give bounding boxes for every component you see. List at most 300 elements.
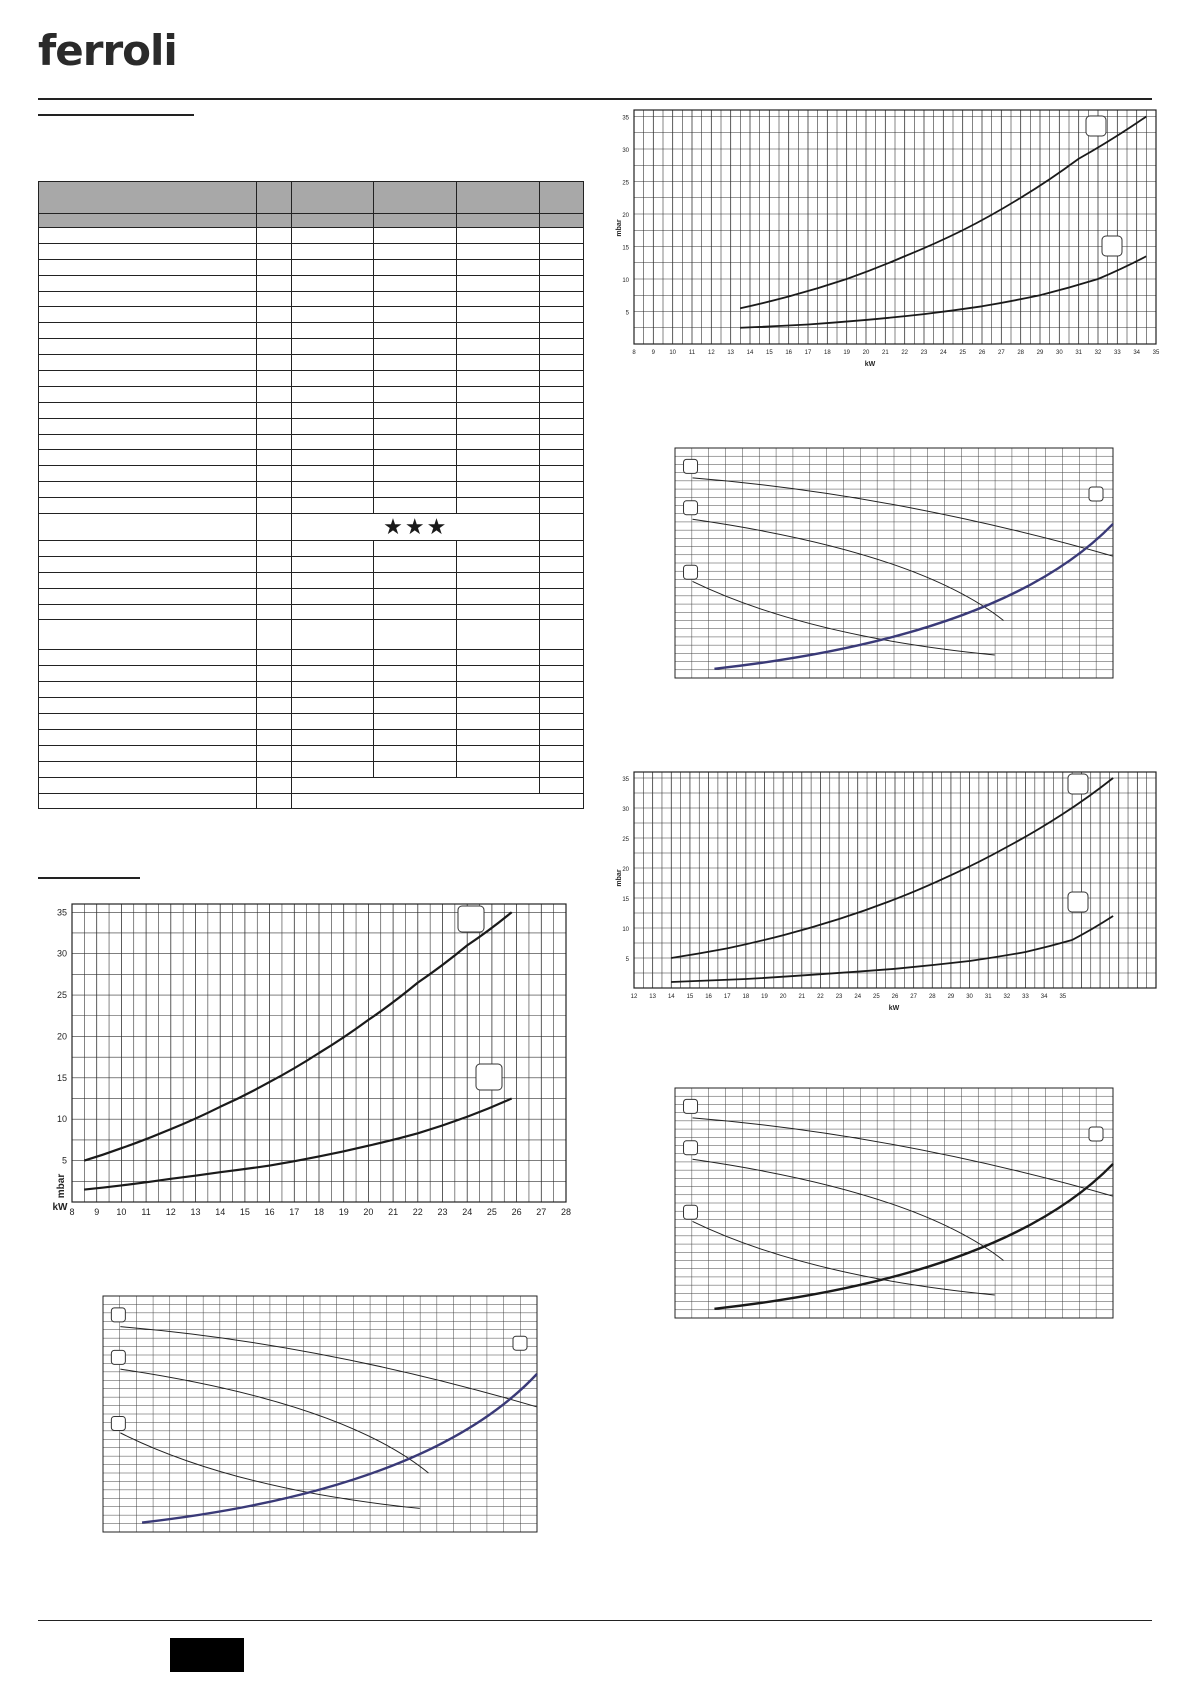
x-tick-label: 23 [835,994,843,1000]
x-tick-label: 13 [727,350,735,356]
table-cell [374,214,457,228]
table-cell [256,620,292,650]
x-tick-label: 19 [843,350,851,356]
table-cell [292,243,374,259]
table-cell [292,777,540,793]
table-cell [39,572,257,588]
x-tick-label: 26 [978,350,986,356]
x-tick-label: 17 [289,1207,300,1217]
table-cell [540,214,584,228]
table-cell [540,418,584,434]
x-tick-label: 14 [215,1207,226,1217]
table-row [39,243,584,259]
table-cell [540,620,584,650]
table-row [39,386,584,402]
x-tick-label: 15 [686,994,694,1000]
table-cell [39,650,257,666]
table-cell [540,777,584,793]
table-cell [256,698,292,714]
x-tick-label: 11 [141,1207,151,1217]
x-tick-label: 25 [959,350,967,356]
table-row [39,498,584,514]
table-cell [256,588,292,604]
y-tick-label: 5 [625,310,629,317]
pressure-loss-curve [142,1374,537,1523]
table-cell [292,761,374,777]
x-tick-label: 15 [765,350,773,356]
x-tick-label: 16 [264,1207,275,1217]
y-tick-label: 30 [622,148,629,154]
table-cell [540,588,584,604]
table-cell [39,514,257,541]
table-cell [540,355,584,371]
table-cell [540,371,584,387]
table-cell [39,182,257,214]
y-tick-label: 25 [56,990,67,1001]
table-cell [292,434,374,450]
y-tick-label: 15 [622,897,629,903]
table-cell [457,666,540,682]
x-tick-label: 28 [1017,350,1025,356]
table-cell [39,386,257,402]
table-row [39,682,584,698]
table-cell [256,386,292,402]
table-cell [292,729,374,745]
table-cell [457,745,540,761]
pump-speed-curve-1 [693,1118,1113,1196]
curve-callout [476,1064,502,1090]
table-cell [292,714,374,730]
table-cell [39,371,257,387]
table-cell [292,650,374,666]
curve-callout [684,1141,698,1155]
x-tick-label: 12 [630,994,638,1000]
table-cell [540,698,584,714]
table-cell [256,371,292,387]
table-cell [374,604,457,620]
table-cell [256,729,292,745]
pump-speed-curve-1 [120,1327,537,1407]
y-axis-label: mbar [616,869,623,887]
table-cell [457,450,540,466]
table-cell [540,714,584,730]
table-cell [540,482,584,498]
table-cell [292,793,584,809]
table-row [39,466,584,482]
table-row [39,418,584,434]
table-cell [540,243,584,259]
table-cell [256,182,292,214]
x-tick-label: 23 [437,1207,448,1217]
x-tick-label: 21 [881,350,889,356]
x-tick-label: 27 [910,994,917,1000]
table-cell [540,572,584,588]
table-cell [374,291,457,307]
table-cell [292,291,374,307]
table-cell [457,541,540,557]
table-cell [540,682,584,698]
table-cell [292,214,374,228]
table-cell [292,418,374,434]
x-tick-label: 35 [1059,994,1067,1000]
table-cell [39,541,257,557]
y-tick-label: 35 [56,907,67,918]
y-tick-label: 10 [622,278,629,284]
table-cell [457,761,540,777]
table-cell [39,275,257,291]
x-tick-label: 23 [920,350,928,356]
table-cell [457,243,540,259]
table-cell [540,434,584,450]
x-axis-label: kW [864,361,876,368]
table-cell [457,355,540,371]
table-cell [457,339,540,355]
table-cell [256,355,292,371]
x-tick-label: 27 [997,350,1005,356]
table-cell [39,418,257,434]
x-tick-label: 13 [190,1207,201,1217]
table-cell [457,620,540,650]
table-row [39,482,584,498]
table-cell [374,745,457,761]
curve-callout [1102,236,1122,256]
x-tick-label: 33 [1113,350,1121,356]
table-row [39,339,584,355]
energy-stars: ★★★ [292,514,540,541]
table-cell [292,556,374,572]
table-cell [292,355,374,371]
curve-callout [684,565,698,579]
x-tick-label: 11 [688,350,696,356]
y-tick-label: 30 [56,948,67,959]
table-cell [457,498,540,514]
x-tick-label: 32 [1094,350,1102,356]
y-tick-label: 35 [622,115,629,122]
table-cell [256,761,292,777]
brand-name: ferroli [38,26,177,75]
table-cell [256,228,292,244]
table-cell [374,682,457,698]
table-row [39,259,584,275]
table-cell [374,482,457,498]
table-cell [292,259,374,275]
table-cell [540,556,584,572]
table-cell [457,482,540,498]
x-tick-label: 16 [785,350,793,356]
pump-curve-chart-2 [672,442,1116,686]
x-tick-label: 19 [338,1207,349,1217]
x-tick-label: 22 [412,1207,423,1217]
y-tick-label: 20 [622,213,629,219]
table-row [39,307,584,323]
x-tick-label: 17 [723,994,731,1000]
table-row [39,572,584,588]
table-cell [457,698,540,714]
table-cell [256,418,292,434]
table-cell [256,323,292,339]
table-cell [457,604,540,620]
table-cell [374,402,457,418]
curve-callout [684,459,698,473]
table-cell [39,355,257,371]
x-tick-label: 18 [742,994,750,1000]
table-cell [292,307,374,323]
table-row [39,698,584,714]
x-tick-label: 10 [669,350,677,356]
pump-curve-chart-1 [100,1290,540,1540]
table-cell [39,323,257,339]
x-tick-label: 30 [1055,350,1063,356]
curve-callout [111,1350,125,1364]
table-cell [540,291,584,307]
table-cell [540,761,584,777]
table-cell [39,777,257,793]
x-tick-label: 24 [854,994,862,1000]
x-tick-label: 34 [1133,350,1141,356]
table-cell [292,666,374,682]
y-tick-label: 35 [622,777,629,783]
table-cell [39,698,257,714]
x-tick-label: 29 [947,994,955,1000]
table-cell [256,307,292,323]
table-cell [39,228,257,244]
x-tick-label: 20 [862,350,870,356]
table-row [39,450,584,466]
table-cell [39,761,257,777]
table-row [39,541,584,557]
table-cell [457,214,540,228]
section-heading-rule [38,877,140,879]
x-tick-label: 31 [984,994,992,1000]
table-cell [540,259,584,275]
series-line-2 [671,916,1113,982]
x-tick-label: 22 [817,994,824,1000]
table-cell [39,259,257,275]
table-cell [256,666,292,682]
table-cell [256,514,292,541]
x-tick-label: 25 [873,994,880,1000]
table-cell [39,498,257,514]
table-cell [374,228,457,244]
table-cell [292,572,374,588]
table-cell [292,604,374,620]
x-tick-label: 21 [388,1207,399,1217]
table-cell [457,323,540,339]
x-tick-label: 25 [486,1207,497,1217]
table-cell [457,556,540,572]
table-cell [292,466,374,482]
curve-callout [684,1205,698,1219]
x-tick-label: 22 [901,350,909,356]
x-tick-label: 28 [560,1207,572,1217]
table-cell [292,402,374,418]
table-row [39,402,584,418]
table-row [39,604,584,620]
table-cell [39,588,257,604]
table-cell [292,228,374,244]
y-tick-label: 15 [622,245,629,252]
x-tick-label: 24 [939,350,947,356]
table-row [39,793,584,809]
section-heading-rule [38,114,194,116]
x-tick-label: 35 [1152,350,1160,356]
table-cell [256,777,292,793]
y-tick-label: 25 [622,180,629,187]
y-tick-label: 20 [622,867,629,873]
table-row [39,761,584,777]
x-tick-label: 28 [928,994,936,1000]
table-cell [256,793,292,809]
x-tick-label: 30 [966,994,973,1000]
curve-callout [1068,774,1088,794]
table-cell [457,402,540,418]
table-cell [540,729,584,745]
table-cell [39,729,257,745]
x-tick-label: 13 [649,994,656,1000]
header-rule [38,98,1152,100]
x-tick-label: 12 [707,350,715,356]
spec-table [38,181,584,809]
table-cell [292,182,374,214]
table-row [39,650,584,666]
table-cell [540,275,584,291]
table-row [39,714,584,730]
table-cell [540,339,584,355]
table-cell [256,434,292,450]
curve-callout [1089,1127,1103,1141]
table-cell [457,228,540,244]
y-tick-label: 5 [625,957,629,963]
table-cell [374,541,457,557]
table-cell [540,450,584,466]
table-cell [457,650,540,666]
x-tick-label: 32 [1003,994,1011,1000]
table-cell [292,541,374,557]
table-cell [540,323,584,339]
table-cell [540,745,584,761]
table-cell [256,572,292,588]
x-tick-label: 18 [823,350,831,356]
table-cell [457,291,540,307]
series-line-2 [84,1099,511,1190]
table-row [39,666,584,682]
table-cell [39,307,257,323]
table-cell [256,275,292,291]
x-tick-label: 8 [69,1207,75,1217]
table-cell [256,682,292,698]
chart-pressure-kw-1 [38,896,572,1226]
footer-rule [38,1620,1152,1621]
table-cell [292,498,374,514]
table-cell [292,386,374,402]
x-tick-label: 21 [798,994,806,1000]
table-cell [292,323,374,339]
table-cell [374,714,457,730]
table-cell [39,434,257,450]
pressure-loss-curve [714,524,1113,669]
table-row [39,588,584,604]
table-cell [39,714,257,730]
table-cell [540,514,584,541]
table-cell [374,307,457,323]
table-cell [39,556,257,572]
page-number-box [170,1638,244,1672]
table-row [39,729,584,745]
table-cell [256,466,292,482]
table-cell [457,307,540,323]
table-cell [540,498,584,514]
curve-callout [111,1416,125,1430]
table-cell [540,541,584,557]
y-axis-label: mbar [616,219,623,237]
table-cell [292,339,374,355]
x-tick-label: 19 [761,994,768,1000]
table-cell [374,339,457,355]
table-cell [292,745,374,761]
table-row [39,620,584,650]
table-cell [540,650,584,666]
table-cell [39,339,257,355]
table-cell [374,259,457,275]
chart-pressure-kw-3 [608,768,1158,1023]
table-cell [256,291,292,307]
curve-callout [1068,892,1088,912]
table-cell [457,386,540,402]
x-tick-label: 9 [651,350,656,356]
table-cell [292,698,374,714]
x-axis-label: kW [52,1202,68,1213]
table-cell [457,418,540,434]
curve-callout [1089,487,1103,501]
table-cell [39,682,257,698]
x-tick-label: 31 [1075,350,1083,356]
x-tick-label: 20 [363,1207,374,1217]
table-row [39,556,584,572]
table-cell [256,498,292,514]
x-tick-label: 10 [116,1207,127,1217]
x-tick-label: 33 [1022,994,1029,1000]
x-axis-label: kW [888,1005,900,1012]
pump-curve-chart-3 [672,1082,1116,1326]
table-row [39,355,584,371]
x-tick-label: 29 [1036,350,1044,356]
x-tick-label: 26 [511,1207,522,1217]
table-cell [39,604,257,620]
table-cell [256,714,292,730]
x-tick-label: 16 [705,994,712,1000]
curve-callout [684,1099,698,1113]
table-cell [39,243,257,259]
table-cell [457,466,540,482]
brand-logo [38,14,177,75]
table-cell [374,466,457,482]
table-row [39,777,584,793]
curve-callout [684,501,698,515]
x-tick-label: 34 [1040,994,1048,1000]
table-cell [39,291,257,307]
table-cell [540,386,584,402]
table-cell [374,556,457,572]
table-cell [374,355,457,371]
table-cell [374,450,457,466]
table-row [39,323,584,339]
table-cell [457,572,540,588]
table-cell [374,323,457,339]
table-cell [374,761,457,777]
table-cell [256,556,292,572]
x-tick-label: 18 [313,1207,325,1217]
x-tick-label: 26 [891,994,899,1000]
